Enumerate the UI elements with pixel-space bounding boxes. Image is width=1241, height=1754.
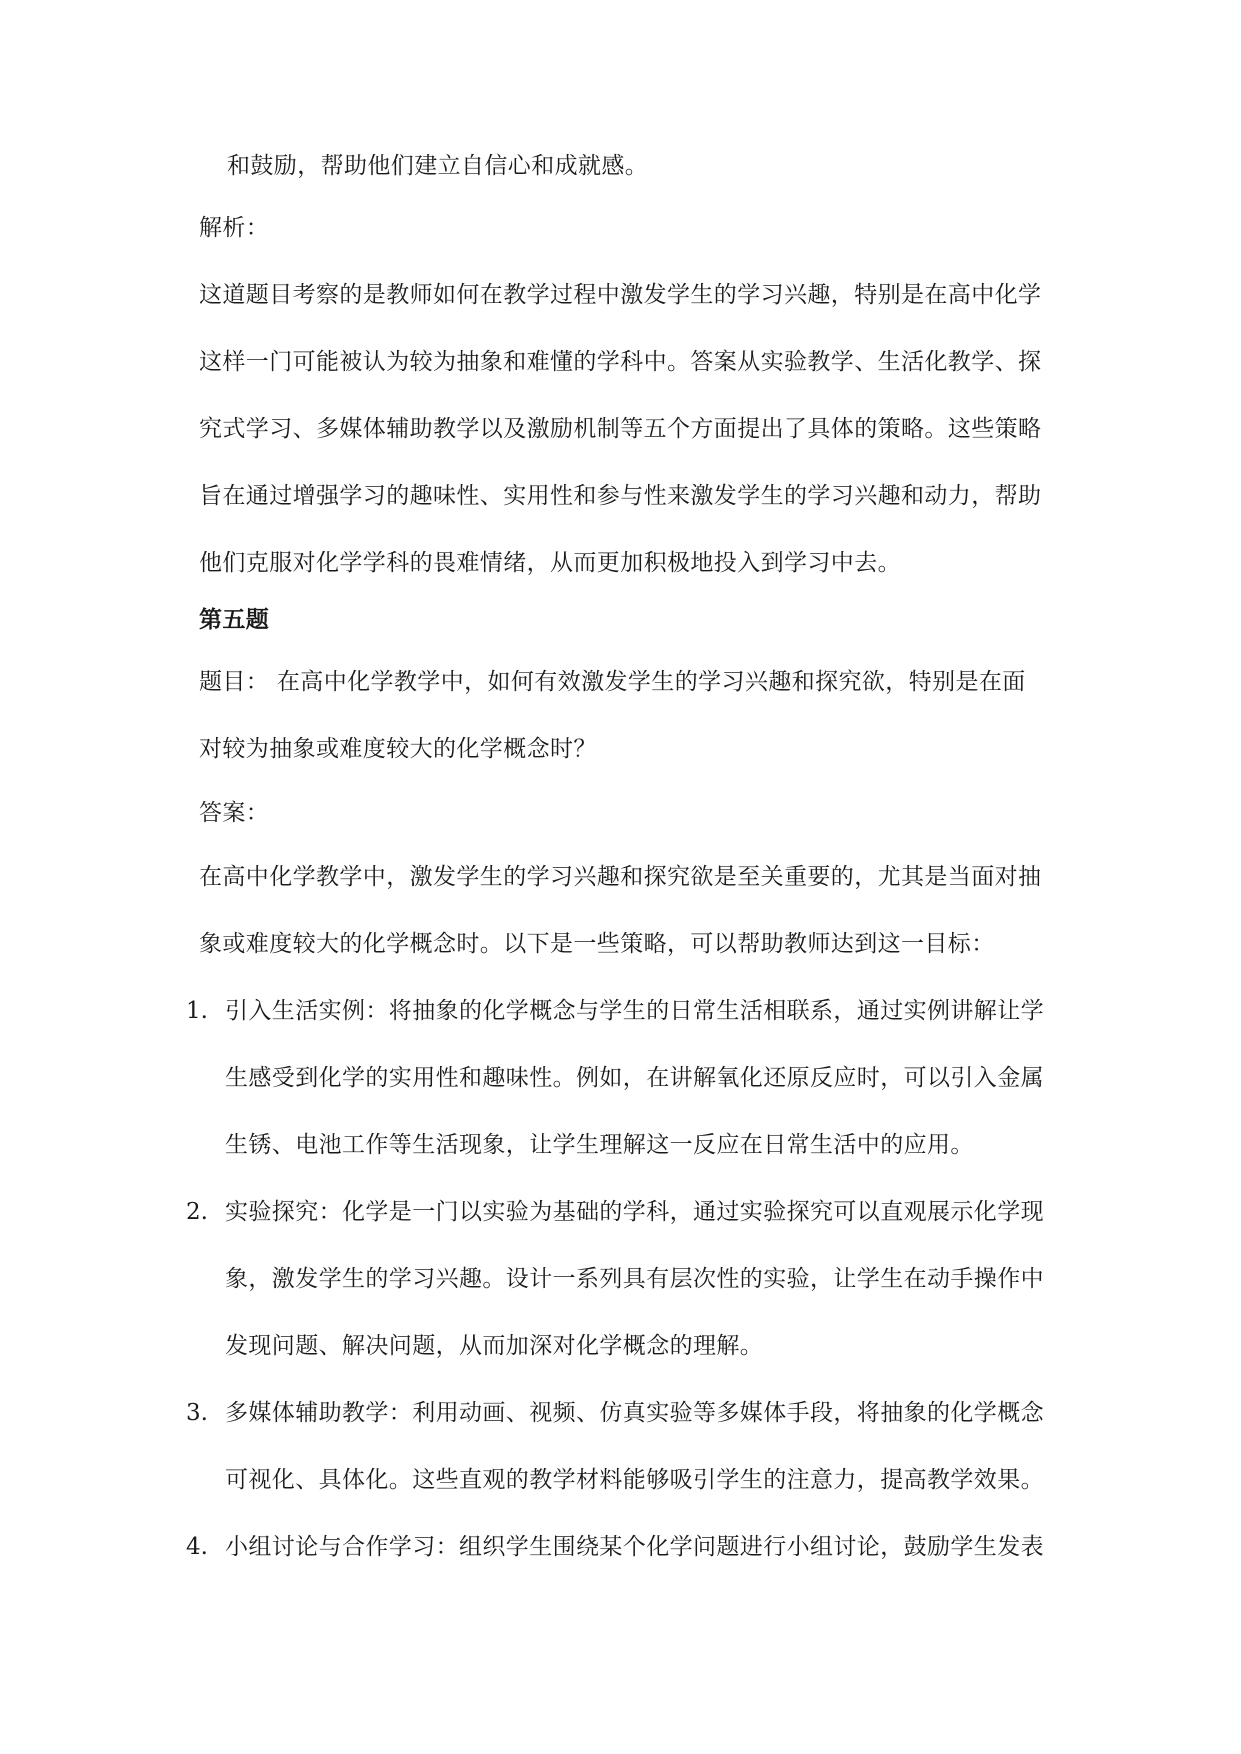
analysis-line: 他们克服对化学学科的畏难情绪，从而更加积极地投入到学习中去。 <box>199 550 901 576</box>
list-item-line: 生锈、电池工作等生活现象，让学生理解这一反应在日常生活中的应用。 <box>225 1132 974 1158</box>
list-item-line: 发现问题、解决问题，从而加深对化学概念的理解。 <box>225 1333 764 1359</box>
analysis-label: 解析： <box>199 215 270 241</box>
answer-intro-line: 象或难度较大的化学概念时。以下是一些策略，可以帮助教师达到这一目标： <box>199 931 995 957</box>
section-heading: 第五题 <box>199 606 270 633</box>
list-item-line: 实验探究：化学是一门以实验为基础的学科，通过实验探究可以直观展示化学现 <box>225 1199 1044 1225</box>
list-item-line: 引入生活实例：将抽象的化学概念与学生的日常生活相联系，通过实例讲解让学 <box>225 998 1044 1024</box>
answer-label: 答案： <box>199 800 270 826</box>
list-item-number: 2. <box>186 1199 208 1225</box>
list-item-number: 4. <box>186 1534 208 1560</box>
continuation-text: 和鼓励，帮助他们建立自信心和成就感。 <box>227 153 649 179</box>
list-item-line: 可视化、具体化。这些直观的教学材料能够吸引学生的注意力，提高教学效果。 <box>225 1467 1044 1493</box>
analysis-line: 这样一门可能被认为较为抽象和难懂的学科中。答案从实验教学、生活化教学、探 <box>199 349 1042 375</box>
list-item-line: 生感受到化学的实用性和趣味性。例如，在讲解氧化还原反应时，可以引入金属 <box>225 1065 1044 1091</box>
analysis-line: 这道题目考察的是教师如何在教学过程中激发学生的学习兴趣，特别是在高中化学 <box>199 282 1042 308</box>
analysis-line: 究式学习、多媒体辅助教学以及激励机制等五个方面提出了具体的策略。这些策略 <box>199 416 1042 442</box>
list-item-number: 1. <box>186 998 208 1024</box>
answer-intro-line: 在高中化学教学中，激发学生的学习兴趣和探究欲是至关重要的，尤其是当面对抽 <box>199 864 1042 890</box>
question-line: 题目： 在高中化学教学中，如何有效激发学生的学习兴趣和探究欲，特别是在面 <box>199 669 1026 695</box>
analysis-line: 旨在通过增强学习的趣味性、实用性和参与性来激发学生的学习兴趣和动力，帮助 <box>199 483 1042 509</box>
list-item-number: 3. <box>186 1400 208 1426</box>
list-item-line: 象，激发学生的学习兴趣。设计一系列具有层次性的实验，让学生在动手操作中 <box>225 1266 1044 1292</box>
list-item-line: 多媒体辅助教学：利用动画、视频、仿真实验等多媒体手段，将抽象的化学概念 <box>225 1400 1044 1426</box>
list-item-line: 小组讨论与合作学习：组织学生围绕某个化学问题进行小组讨论，鼓励学生发表 <box>225 1534 1044 1560</box>
question-line: 对较为抽象或难度较大的化学概念时？ <box>199 736 597 762</box>
